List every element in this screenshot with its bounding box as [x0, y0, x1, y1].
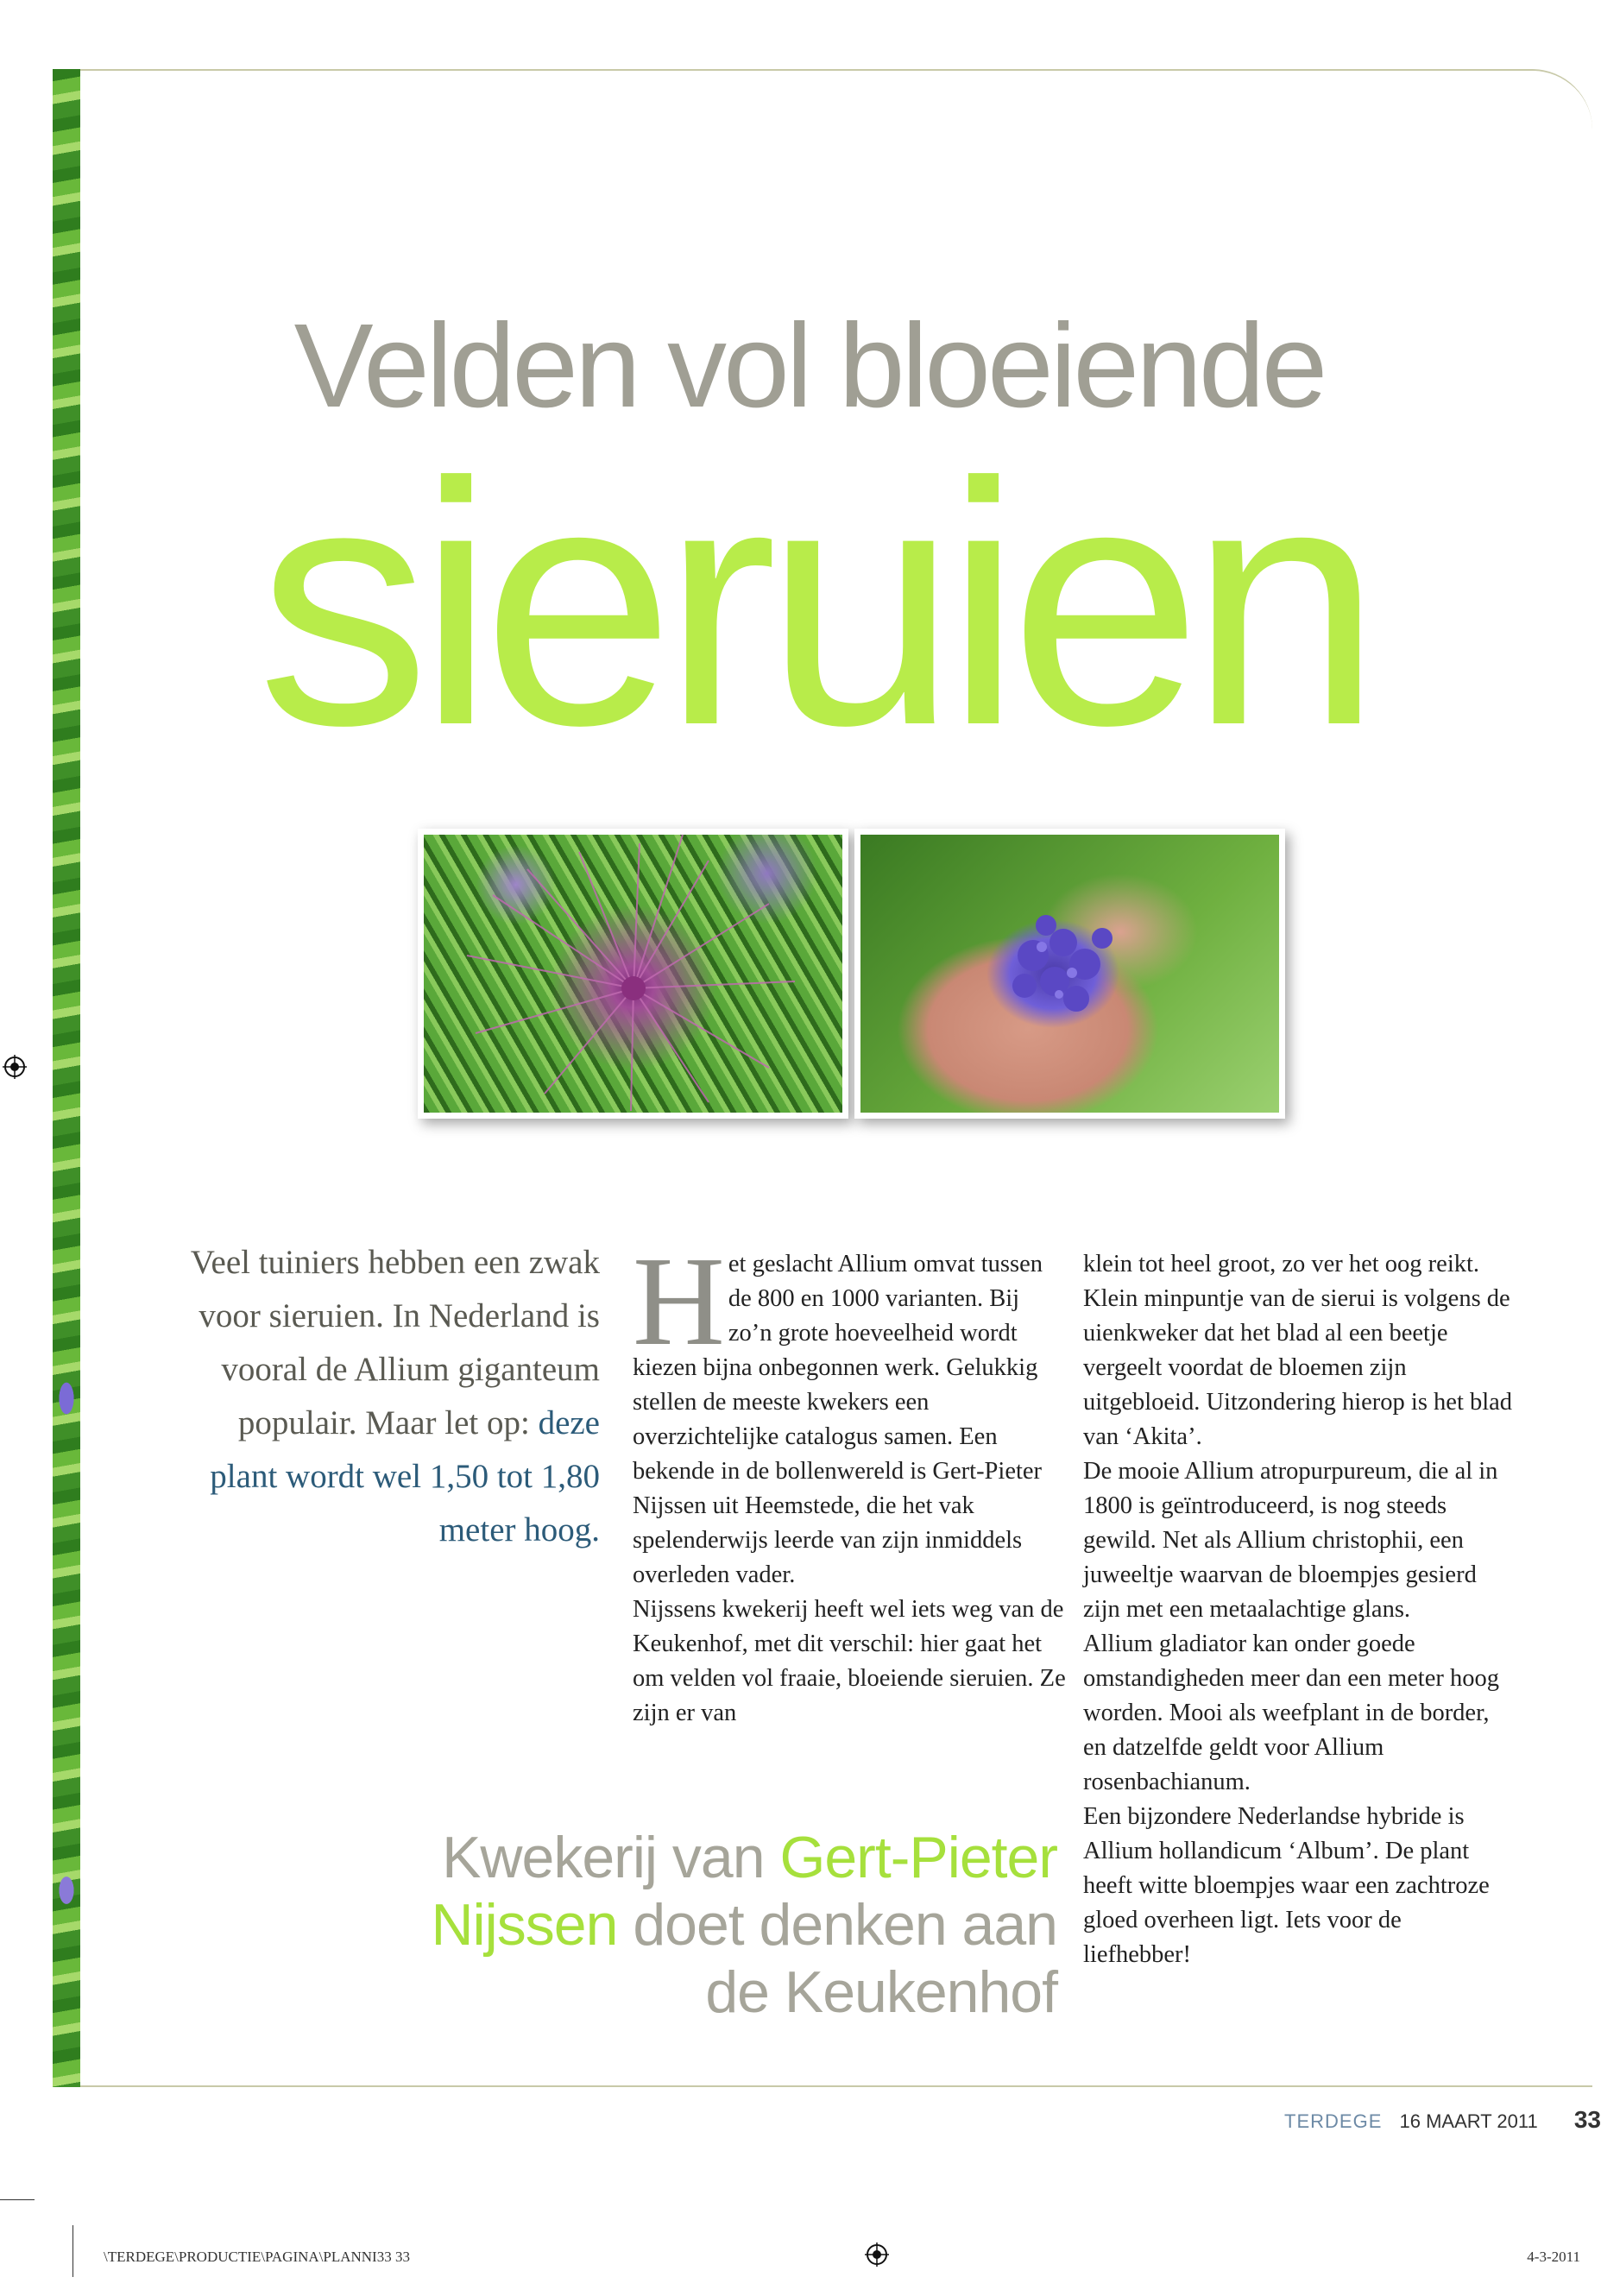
article-paragraph: Een bijzondere Nederlandse hybride is Allium hollandicum ‘Album’. De plant heeft witte bloempjes waar een zachtroze gloed overheen ligt. Iets voor de liefhebber!	[1083, 1803, 1490, 1968]
pull-quote-part-2: doet denken aan de Keukenhof	[617, 1892, 1057, 2025]
article-column-2	[1083, 1247, 1515, 1972]
article-paragraph: et geslacht Allium omvat tussen de 800 en 1000 varianten. Bij zo’n grote hoeveelheid wordt kiezen bijna onbegonnen werk. Gelukkig stellen de meeste kwekers een overzichtelijke catalogus samen. Een bekende in de bollenwereld is Gert-Pieter Nijssen uit Heemstede, die het vak spelenderwijs leerde van zijn inmiddels overleden vader.	[633, 1251, 1043, 1588]
page-number: 33	[1573, 2106, 1601, 2133]
allium-flower-photo	[418, 829, 848, 1119]
pull-quote	[362, 1824, 1057, 2026]
article-paragraph: De mooie Allium atropurpureum, die al in 1800 is geïntroduceerd, is nog steeds gewild. Net als Allium christophii, een juweeltje waarvan de bloempjes gesierd zijn met een metaalachtige glans.	[1083, 1458, 1498, 1623]
article-column-1	[633, 1231, 1068, 1731]
trim-mark	[72, 2225, 73, 2277]
article-paragraph: Klein minpuntje van de sierui is volgens de uienkweker dat het blad al een beetje vergeelt voordat de bloemen zijn uitgebloeid. Uitzondering hierop is het blad van ‘Akita’.	[1083, 1285, 1513, 1450]
headline-line-2: sieruien	[257, 411, 1370, 797]
issue-date: 16 MAART 2011	[1399, 2110, 1538, 2132]
magazine-name: TERDEGE	[1284, 2110, 1383, 2132]
trim-mark	[0, 2199, 35, 2200]
registration-mark-icon	[3, 1055, 27, 1079]
article-paragraph: klein tot heel groot, zo ver het oog reikt.	[1083, 1251, 1480, 1277]
article-paragraph: Allium gladiator kan onder goede omstandigheden meer dan een meter hoog worden. Mooi als weefplant in de border, en datzelfde geldt voor Allium rosenbachianum.	[1083, 1631, 1499, 1795]
page-footer	[1284, 2106, 1601, 2134]
pull-quote-name: Gert-Pieter Nijssen	[431, 1825, 1057, 1958]
drop-cap: H	[633, 1231, 725, 1372]
intro-lead: Veel tuiniers hebben een zwak voor sieruien. In Nederland is vooral de Allium giganteum populair. Maar let op:	[190, 1244, 600, 1441]
intro-highlight: deze plant wordt wel 1,50 tot 1,80 meter hoog.	[210, 1404, 600, 1549]
print-slug-path: \TERDEGE\PRODUCTIE\PAGINA\PLANNI33 33	[104, 2249, 410, 2265]
allium-spikes-graphic	[424, 835, 842, 1113]
pull-quote-part-1: Kwekerij van	[442, 1825, 780, 1890]
print-slug-date: 4-3-2011	[1527, 2249, 1580, 2265]
hands-holding-allium-photo	[854, 829, 1285, 1119]
allium-florets-graphic	[860, 835, 1279, 1113]
registration-mark-icon	[865, 2242, 889, 2267]
headline-line-1: Velden vol bloeiende	[293, 300, 1325, 432]
intro-text	[173, 1236, 600, 1557]
article-paragraph: Nijssens kwekerij heeft wel iets weg van de Keukenhof, met dit verschil: hier gaat het om velden vol fraaie, bloeiende sieruien. Ze zijn er van	[633, 1596, 1066, 1726]
